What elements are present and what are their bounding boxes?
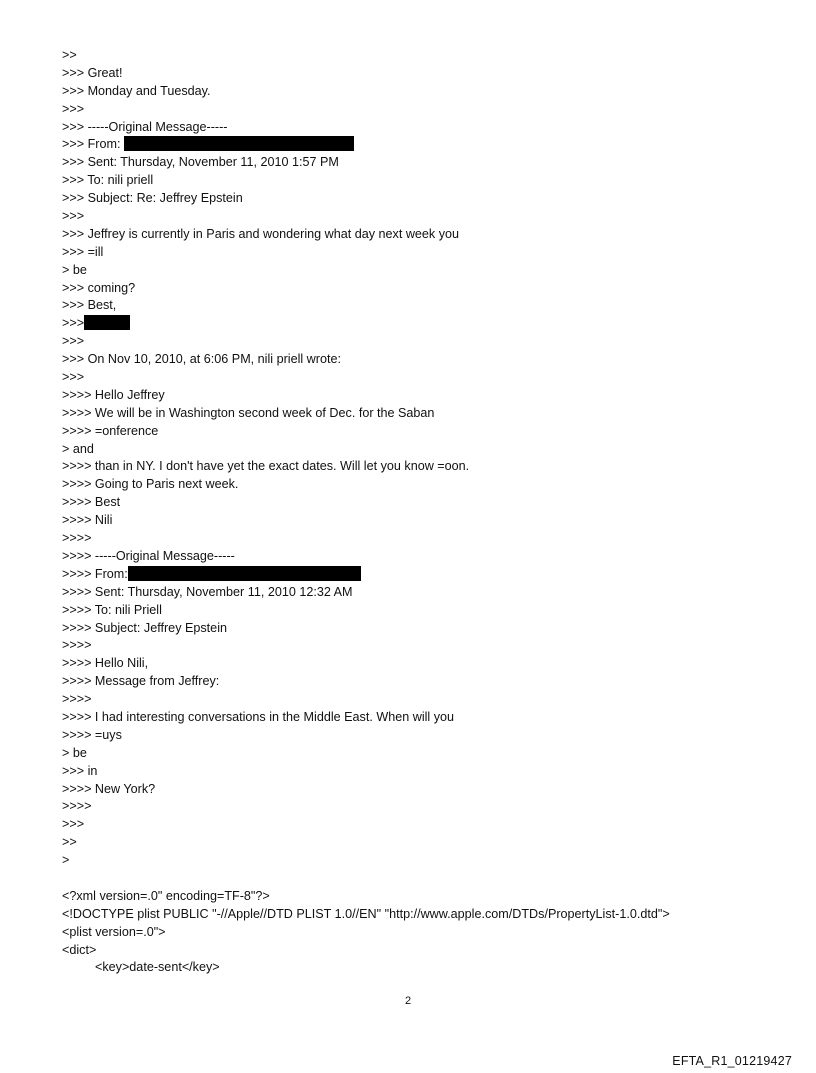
email-line bbox=[62, 852, 762, 870]
email-line bbox=[62, 244, 762, 262]
email-line-text: >>> Monday and Tuesday. bbox=[62, 83, 211, 98]
email-line bbox=[62, 423, 762, 441]
email-line-text: >>> bbox=[62, 316, 85, 331]
email-line bbox=[62, 709, 762, 727]
email-line bbox=[62, 691, 762, 709]
email-line-text: >>> Sent: Thursday, November 11, 2010 1:57 PM bbox=[62, 155, 339, 170]
email-line bbox=[62, 190, 762, 208]
email-line bbox=[62, 476, 762, 494]
email-line bbox=[62, 387, 762, 405]
email-line bbox=[62, 745, 762, 763]
email-line bbox=[62, 280, 762, 298]
email-thread bbox=[62, 47, 762, 888]
email-line bbox=[62, 226, 762, 244]
email-line bbox=[62, 351, 762, 369]
email-line-text: >>>> Subject: Jeffrey Epstein bbox=[62, 620, 227, 635]
email-line bbox=[62, 65, 762, 83]
email-line-text: >>> bbox=[62, 209, 85, 224]
email-line bbox=[62, 834, 762, 852]
email-line-text: >>>> Hello Jeffrey bbox=[62, 387, 165, 402]
email-line bbox=[62, 673, 762, 691]
email-line bbox=[62, 816, 762, 834]
page-number: 2 bbox=[404, 995, 412, 1007]
email-line-text: >>> bbox=[62, 101, 85, 116]
email-line-text: >>>> bbox=[62, 638, 92, 653]
email-line bbox=[62, 101, 762, 119]
email-line-text: >>>> From: bbox=[62, 566, 128, 581]
email-line-text: >>>> bbox=[62, 531, 92, 546]
email-line bbox=[62, 441, 762, 459]
email-line-text: >>>> I had interesting conversations in the Middle East. When will you bbox=[62, 709, 455, 724]
email-line-text: >>> bbox=[62, 334, 85, 349]
email-line-text: >>> Subject: Re: Jeffrey Epstein bbox=[62, 191, 243, 206]
xml-line: <key>date-sent</key> bbox=[95, 960, 220, 975]
email-line-text: >>>> We will be in Washington second week of Dec. for the Saban bbox=[62, 405, 435, 420]
email-line-text: >>>> Sent: Thursday, November 11, 2010 12:32 AM bbox=[62, 584, 353, 599]
email-line bbox=[62, 172, 762, 190]
email-line-text: >> bbox=[62, 48, 77, 62]
email-line-text: >>>> Going to Paris next week. bbox=[62, 477, 239, 492]
email-line-text: >>> From: bbox=[62, 137, 124, 152]
email-line bbox=[62, 47, 762, 65]
email-line-text: >>>> Hello Nili, bbox=[62, 656, 149, 671]
email-line bbox=[62, 154, 762, 172]
email-line-text: >>> -----Original Message----- bbox=[62, 119, 228, 134]
redaction-box bbox=[84, 315, 130, 330]
email-line bbox=[62, 566, 762, 584]
email-line-text: >>>> Best bbox=[62, 495, 121, 510]
document-body bbox=[62, 47, 762, 977]
email-line-text: >>>> =uys bbox=[62, 727, 122, 742]
email-line bbox=[62, 655, 762, 673]
email-line-text: > bbox=[62, 853, 70, 868]
email-line bbox=[62, 763, 762, 781]
email-line-text: >>>> bbox=[62, 799, 92, 814]
email-line bbox=[62, 405, 762, 423]
email-line bbox=[62, 494, 762, 512]
email-line-text: >>>> bbox=[62, 692, 92, 707]
email-line bbox=[62, 798, 762, 816]
email-line-text: > be bbox=[62, 262, 87, 277]
email-line bbox=[62, 315, 762, 333]
email-line bbox=[62, 83, 762, 101]
email-line-text: >>> On Nov 10, 2010, at 6:06 PM, nili priell wrote: bbox=[62, 352, 341, 367]
email-line bbox=[62, 781, 762, 799]
email-line-text: >>> bbox=[62, 370, 85, 385]
email-line bbox=[62, 727, 762, 745]
email-line bbox=[62, 369, 762, 387]
email-line-text: >>>> Nili bbox=[62, 513, 113, 528]
email-line-text: >>>> To: nili Priell bbox=[62, 602, 162, 617]
email-line-text: >>> Great! bbox=[62, 65, 123, 80]
email-line bbox=[62, 620, 762, 638]
email-line bbox=[62, 119, 762, 137]
plist-xml bbox=[62, 888, 762, 977]
email-line-text: >>>> than in NY. I don't have yet the exact dates. Will let you know =oon. bbox=[62, 459, 470, 474]
email-line bbox=[62, 262, 762, 280]
email-line-text: >>> Best, bbox=[62, 298, 117, 313]
email-line bbox=[62, 136, 762, 154]
email-line-text: >>>> New York? bbox=[62, 781, 156, 796]
email-line-text: > and bbox=[62, 441, 94, 456]
email-line-text: >>> To: nili priell bbox=[62, 173, 154, 188]
xml-line: <?xml version=.0" encoding=TF-8"?> bbox=[62, 888, 270, 903]
email-line bbox=[62, 584, 762, 602]
email-line bbox=[62, 530, 762, 548]
email-line-text: >>> coming? bbox=[62, 280, 136, 295]
xml-line: <plist version=.0"> bbox=[62, 924, 166, 939]
email-line-text: >>> =ill bbox=[62, 244, 104, 259]
redaction-box bbox=[124, 136, 354, 151]
email-line-text: >>> bbox=[62, 817, 85, 832]
xml-line: <!DOCTYPE plist PUBLIC "-//Apple//DTD PLIST 1.0//EN" "http://www.apple.com/DTDs/PropertyList-1.0.dtd"> bbox=[62, 906, 670, 921]
email-line bbox=[62, 458, 762, 476]
email-line-text: >>>> Message from Jeffrey: bbox=[62, 674, 220, 689]
email-line bbox=[62, 637, 762, 655]
email-line bbox=[62, 512, 762, 530]
email-line bbox=[62, 548, 762, 566]
email-line bbox=[62, 333, 762, 351]
email-line bbox=[62, 297, 762, 315]
email-line-text: >> bbox=[62, 835, 77, 850]
bates-number: EFTA_R1_01219427 bbox=[672, 1054, 792, 1068]
email-line bbox=[62, 870, 762, 888]
email-line-text: > be bbox=[62, 745, 87, 760]
email-line-text: >>>> -----Original Message----- bbox=[62, 548, 235, 563]
email-line-text: >>> Jeffrey is currently in Paris and wondering what day next week you bbox=[62, 226, 460, 241]
xml-line: <dict> bbox=[62, 942, 97, 957]
email-line bbox=[62, 208, 762, 226]
email-line-text: >>>> =onference bbox=[62, 423, 159, 438]
email-line bbox=[62, 602, 762, 620]
email-line-text: >>> in bbox=[62, 763, 98, 778]
redaction-box bbox=[128, 566, 361, 581]
